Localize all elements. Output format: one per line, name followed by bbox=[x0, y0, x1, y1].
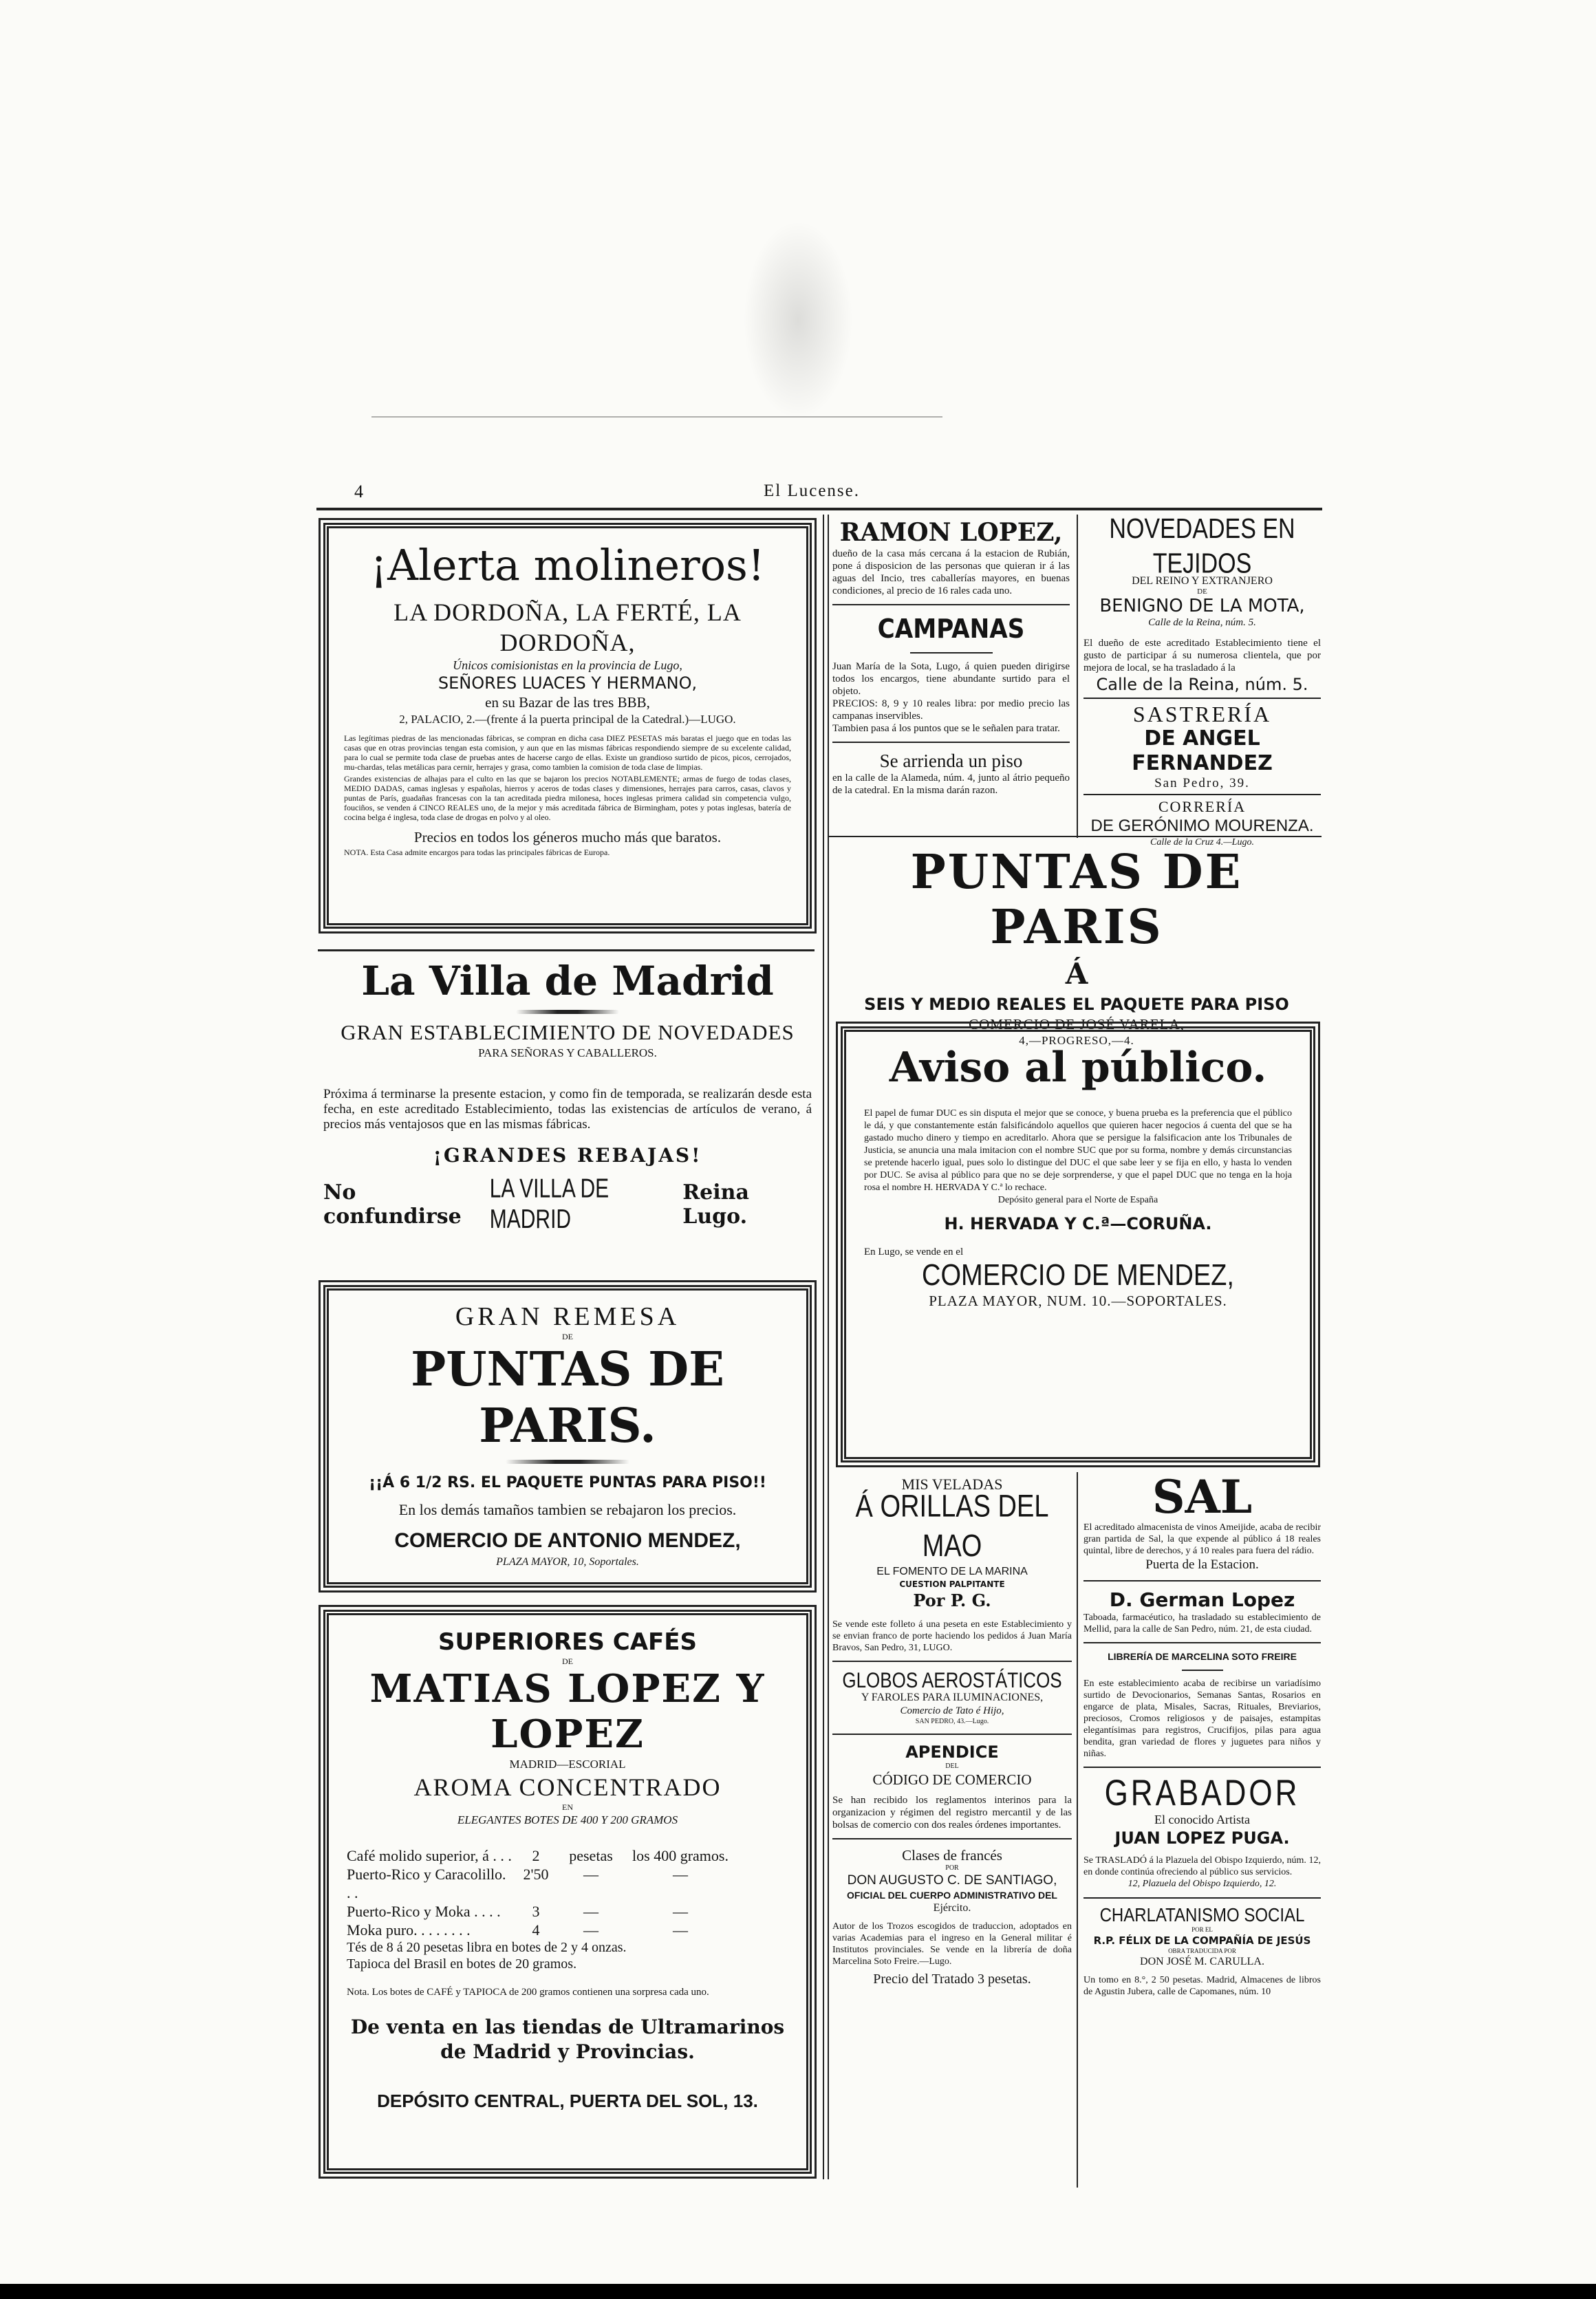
cafes-row-name: Café molido superior, á . . . bbox=[347, 1847, 512, 1864]
divider bbox=[1182, 1670, 1223, 1671]
remesa-title: PUNTAS DE PARIS. bbox=[411, 1342, 724, 1454]
charla-body: Un tomo en 8.°, 2 50 pesetas. Madrid, Almacenes de libros de Agustin Jubera, calle de Capomanes, núm. 10 bbox=[1083, 1975, 1321, 1997]
alerta-firm: SEÑORES LUACES Y HERMANO, bbox=[438, 673, 698, 693]
sal-addr: Puerta de la Estacion. bbox=[1145, 1557, 1259, 1572]
remesa-shop: COMERCIO DE ANTONIO MENDEZ, bbox=[394, 1529, 741, 1552]
piso-body: en la calle de la Alameda, núm. 4, junto al átrio pequeño de la catedral. En la misma darán razon. bbox=[832, 773, 1070, 796]
piso-title: Se arrienda un piso bbox=[879, 751, 1023, 771]
puntas-title: PUNTAS DE PARIS bbox=[910, 845, 1243, 955]
ad-superiores-cafes bbox=[323, 1610, 812, 2174]
column-divider-1 bbox=[823, 515, 824, 2179]
puntas-sub: SEIS Y MEDIO REALES EL PAQUETE PARA PISO bbox=[864, 995, 1289, 1014]
aviso-body: El papel de fumar DUC es sin disputa el mejor que se conoce, y buena prueba es la preferencia que el público le dá, y que constantemente están falsificándolo aquellos que quieren hacer negocios á cuenta del que se ha gastado mucho dinero y tiempo en acreditarlo. Ahora que se persigue la falsificacion ante los Tribunales de Justicia, se anuncia una mala imitacion con el nombre SUC que por su forma, nombre y demás circunstancias se pretende hacerlo igual, pues solo lo distingue del DUC el que sabe leer y se fija en ello, y hasta lo venden por DUC. Se avisa al público para que no se deje sorprenderse, y que el papel DUC que no tenga en la hoja rosa el nombre H. HERVADA Y C.ª lo rechace. bbox=[864, 1108, 1292, 1193]
divider bbox=[318, 949, 815, 951]
cafes-row-num: 2 bbox=[532, 1847, 540, 1864]
alerta-subtitle: Únicos comisionistas en la provincia de Lugo, bbox=[453, 658, 682, 672]
veladas-sub1: EL FOMENTO DE LA MARINA bbox=[876, 1566, 1028, 1577]
aviso-lugo: En Lugo, se vende en el bbox=[864, 1246, 964, 1258]
novedades-title: NOVEDADES EN TEJIDOS bbox=[1109, 513, 1295, 579]
globos-sub: Y FAROLES PARA ILUMINACIONES, bbox=[861, 1692, 1044, 1703]
aviso-firm: H. HERVADA Y C.ª—CORUÑA. bbox=[944, 1214, 1212, 1233]
cafes-row-num: 3 bbox=[532, 1903, 540, 1920]
cafes-botes: ELEGANTES BOTES DE 400 Y 200 GRAMOS bbox=[457, 1813, 678, 1826]
divider bbox=[832, 1838, 1072, 1839]
apendice-sub: CÓDIGO DE COMERCIO bbox=[872, 1771, 1032, 1788]
libreria-body: En este establecimiento acaba de recibirse un variadísimo surtido de Devocionarios, Semanas Santas, Rosarios en engarce de plata, Misales, Sacras, Rituales, Breviarios, preciosos, Cromos religiosos y de paisajes, estampitas elegantísimas para registros, Crucifijos, pilas para agua bendita, gran variedad de flores y juguetes para niños y niñas. bbox=[1083, 1679, 1321, 1759]
alerta-bazaar: en su Bazar de las tres BBB, bbox=[485, 694, 650, 711]
divider bbox=[829, 836, 1322, 837]
header-rule bbox=[316, 508, 1322, 510]
divider bbox=[1083, 1897, 1321, 1899]
cafes-row-name: Puerto-Rico y Moka . . . . bbox=[347, 1903, 501, 1920]
cafes-aroma: AROMA CONCENTRADO bbox=[413, 1773, 722, 1801]
campanas-precios: PRECIOS: 8, 9 y 10 reales libra: por medio precio las campanas inservibles. bbox=[832, 698, 1070, 722]
aviso-deposito: Depósito general para el Norte de España bbox=[998, 1195, 1158, 1205]
cafes-row-extra: — bbox=[673, 1866, 688, 1883]
ornament bbox=[506, 1460, 629, 1464]
alerta-body-1: Las legítimas piedras de las mencionadas fábricas, se compran en dicha casa DIEZ PESETAS más baratas el juego que en todas las casas que en otras provincias tengan esta comision, y aun que en las mismas fábricas respondiendo siempre de su excelente calidad, para lo cual se permite toda clase de pruebas antes de hacerse cargo de ellas. Existe un grandioso surtido de picos, picos, cerrojados, mu-chardas, telas metálicas para cernir, herrajes y grasa, como tambien la comision de toda clase de limpias. bbox=[344, 733, 791, 772]
cafes-tapioca: Tapioca del Brasil en botes de 20 gramos. bbox=[347, 1956, 577, 1972]
apendice-title: APENDICE bbox=[905, 1742, 999, 1762]
campanas-title: CAMPANAS bbox=[877, 614, 1025, 644]
remesa-top: GRAN REMESA bbox=[455, 1302, 680, 1331]
divider bbox=[1083, 698, 1321, 699]
clases-role2: Ejército. bbox=[933, 1902, 971, 1914]
correria-title: CORRERÍA bbox=[1158, 798, 1247, 815]
aviso-addr: PLAZA MAYOR, NUM. 10.—SOPORTALES. bbox=[929, 1293, 1227, 1309]
veladas-body: Se vende este folleto á una peseta en este Establecimiento y se envian franco de porte haciendo los pedidos á Juan María Bravos, San Pedro, 31, LUGO. bbox=[832, 1619, 1072, 1653]
cafes-title: SUPERIORES CAFÉS bbox=[438, 1628, 697, 1656]
german-body: Taboada, farmacéutico, ha trasladado su establecimiento de Mellid, para la calle de San Pedro, núm. 21, de esta ciudad. bbox=[1083, 1612, 1321, 1634]
remesa-address: PLAZA MAYOR, 10, Soportales. bbox=[496, 1556, 639, 1568]
cafes-de: DE bbox=[562, 1656, 573, 1666]
libreria-title: LIBRERÍA DE MARCELINA SOTO FREIRE bbox=[1108, 1651, 1297, 1662]
alerta-body-2: Grandes existencias de alhajas para el culto en las que se bajaron los precios NOTABLEMENTE; armas de fuego de todas clases, MEDIO DADAS, camas inglesas y españolas, hierros y aceros de todas clases y dimensiones, herrajes para carros, casas, clavos y puntas de París, guadañas francesas con la tan acreditada piedra milonesa, hoces inglesas primera calidad sin competencia vulgo, fouciños, se venden á CINCO REALES uno, de la mejor y más acreditada fábrica de Birmingham, potes y potas inglesas, batería de cocina belga é inglesa, toda clase de drogas en polvo y al oleo. bbox=[344, 774, 791, 822]
german-title: D. German Lopez bbox=[1109, 1588, 1295, 1611]
campanas-body: Juan María de la Sota, Lugo, á quien pueden dirigirse todos los encargos, tiene abundante surtido para el objeto. bbox=[832, 661, 1070, 697]
page-number: 4 bbox=[354, 482, 363, 501]
divider bbox=[1083, 794, 1321, 795]
apendice-del: DEL bbox=[945, 1762, 959, 1770]
cafes-row-name: Moka puro. . . . . . . . bbox=[347, 1921, 471, 1939]
ad-gran-remesa bbox=[323, 1285, 812, 1588]
villa-footer bbox=[323, 1174, 812, 1234]
remesa-price: ¡¡Á 6 1/2 RS. EL PAQUETE PUNTAS PARA PISO!! bbox=[369, 1474, 766, 1491]
cafes-tes: Tés de 8 á 20 pesetas libra en botes de 2 y 4 onzas. bbox=[347, 1940, 627, 1955]
villa-footer-b: LA VILLA DE MADRID bbox=[489, 1174, 610, 1234]
ad-puntas-de-paris bbox=[834, 845, 1319, 1047]
alerta-nota: NOTA. Esta Casa admite encargos para todas las principales fábricas de Europa. bbox=[344, 848, 610, 857]
cafes-price-row bbox=[347, 1865, 788, 1902]
remesa-de: DE bbox=[562, 1332, 573, 1341]
aviso-shop: COMERCIO DE MENDEZ, bbox=[922, 1258, 1234, 1293]
novedades-addr2: Calle de la Reina, núm. 5. bbox=[1096, 675, 1308, 694]
charla-author: R.P. FÉLIX DE LA COMPAÑÍA DE JESÚS bbox=[1093, 1934, 1311, 1947]
column-right-top bbox=[1083, 513, 1321, 848]
clases-por: POR bbox=[945, 1864, 959, 1872]
cafes-row-extra: — bbox=[673, 1921, 688, 1939]
villa-title: La Villa de Madrid bbox=[361, 958, 774, 1004]
ad-alerta-molineros bbox=[323, 523, 812, 929]
charla-trad: OBRA TRADUCIDA POR bbox=[1168, 1947, 1236, 1954]
cafes-row-extra: — bbox=[673, 1903, 688, 1920]
column-right-bottom bbox=[1083, 1472, 1321, 2181]
column-middle-top bbox=[832, 517, 1070, 834]
puntas-addr: 4,—PROGRESO,—4. bbox=[1019, 1034, 1134, 1047]
alerta-prices: Precios en todos los géneros mucho más que baratos. bbox=[413, 829, 722, 845]
cafes-venta: De venta en las tiendas de Ultramarinos de Madrid y Provincias. bbox=[350, 2016, 785, 2063]
ad-aviso-al-publico bbox=[841, 1026, 1315, 1462]
cafes-price-row bbox=[347, 1846, 788, 1865]
scan-smudge bbox=[743, 220, 853, 420]
charla-trans: DON JOSÉ M. CARULLA. bbox=[1140, 1956, 1264, 1967]
campanas-body2: Tambien pasa á los puntos que se le señalen para tratar. bbox=[832, 723, 1060, 734]
cafes-nota: Nota. Los botes de CAFÉ y TAPIOCA de 200 gramos contienen una sorpresa cada uno. bbox=[347, 1987, 709, 1998]
sastreria-addr: San Pedro, 39. bbox=[1154, 776, 1250, 790]
ornament bbox=[516, 1010, 619, 1014]
correria-addr: Calle de la Cruz 4.—Lugo. bbox=[1150, 837, 1254, 848]
globos-shop: Comercio de Tato é Hijo, bbox=[900, 1705, 1004, 1716]
villa-sub2: PARA SEÑORAS Y CABALLEROS. bbox=[478, 1046, 657, 1059]
divider bbox=[832, 1734, 1072, 1735]
column-divider-1b bbox=[828, 515, 829, 2179]
globos-title: GLOBOS AEROSTÁTICOS bbox=[842, 1667, 1062, 1692]
villa-footer-a: No confundirse bbox=[323, 1180, 462, 1229]
sal-title: SAL bbox=[1152, 1470, 1253, 1524]
veladas-top: MIS VELADAS bbox=[901, 1476, 1003, 1493]
sastreria-title: SASTRERÍA bbox=[1132, 702, 1272, 726]
cafes-deposito: DEPÓSITO CENTRAL, PUERTA DEL SOL, 13. bbox=[377, 2091, 758, 2111]
alerta-brand: LA DORDOÑA, LA FERTÉ, LA DORDOÑA, bbox=[393, 598, 742, 656]
sal-body: El acreditado almacenista de vinos Ameijide, acaba de recibir gran partida de Sal, la que expende al público á 18 reales quintal, libre de derechos, y á 10 reales para fuera del rádio. bbox=[1083, 1522, 1321, 1556]
ramon-title: RAMON LOPEZ, bbox=[839, 518, 1063, 547]
cafes-row-unit: pesetas bbox=[569, 1847, 613, 1864]
aviso-title: Aviso al público. bbox=[889, 1044, 1267, 1092]
alerta-address: 2, PALACIO, 2.—(frente á la puerta principal de la Catedral.)—LUGO. bbox=[399, 713, 736, 726]
villa-footer-c: Reina Lugo. bbox=[682, 1180, 749, 1229]
grabador-title: GRABADOR bbox=[1104, 1773, 1300, 1813]
cafes-row-unit: — bbox=[583, 1921, 598, 1939]
clases-price: Precio del Tratado 3 pesetas. bbox=[873, 1972, 1031, 1987]
grabador-body: Se TRASLADÓ á la Plazuela del Obispo Izquierdo, núm. 12, en donde continúa ofreciendo al público sus servicios. bbox=[1083, 1855, 1321, 1877]
divider bbox=[832, 604, 1070, 605]
clases-role: OFICIAL DEL CUERPO ADMINISTRATIVO DEL bbox=[847, 1890, 1057, 1901]
cafes-row-unit: — bbox=[583, 1903, 598, 1920]
divider bbox=[1083, 1642, 1321, 1643]
veladas-sub2: CUESTION PALPITANTE bbox=[899, 1579, 1005, 1589]
cafes-row-extra: los 400 gramos. bbox=[632, 1847, 729, 1864]
grabador-addr: 12, Plazuela del Obispo Izquierdo, 12. bbox=[1128, 1879, 1277, 1889]
clases-title: Clases de francés bbox=[902, 1847, 1002, 1864]
cafes-row-name: Puerto-Rico y Caracolillo. . . bbox=[347, 1866, 506, 1901]
cafes-brand: MATIAS LOPEZ Y LOPEZ bbox=[369, 1666, 766, 1757]
cafes-price-row bbox=[347, 1921, 788, 1939]
ramon-body: dueño de la casa más cercana á la estacion de Rubián, pone á disposicion de las personas que quieran ir á las aguas del Incio, tres caballerías mayores, en buenas condiciones, al precio de 16 rales cada uno. bbox=[832, 548, 1070, 596]
divider bbox=[910, 652, 993, 654]
apendice-body: Se han recibido los reglamentos interinos para la organizacion y régimen del registro mercantil y de las bolsas de comercio con dos reales órdenes importantes. bbox=[832, 1795, 1072, 1831]
cafes-price-row bbox=[347, 1902, 788, 1921]
grabador-name: JUAN LOPEZ PUGA. bbox=[1114, 1828, 1290, 1848]
novedades-de: DE bbox=[1197, 587, 1207, 596]
sastreria-name: DE ANGEL FERNANDEZ bbox=[1132, 726, 1273, 775]
clases-name: DON AUGUSTO C. DE SANTIAGO, bbox=[847, 1873, 1057, 1888]
paper-name: El Lucense. bbox=[763, 482, 860, 500]
cafes-city: MADRID—ESCORIAL bbox=[509, 1758, 626, 1771]
scan-line bbox=[371, 416, 942, 418]
column-divider-3 bbox=[1077, 1472, 1078, 2188]
charla-por: POR EL bbox=[1191, 1926, 1213, 1933]
villa-body: Próxima á terminarse la presente estacion, y como fin de temporada, se realizarán desde esta fecha, en este acreditado Establecimiento, todas las existencias de artículos de verano, á precios más ventajosos que en las mismas fábricas. bbox=[323, 1087, 812, 1132]
divider bbox=[832, 742, 1070, 743]
novedades-addr: Calle de la Reina, núm. 5. bbox=[1148, 617, 1256, 628]
correria-name: DE GERÓNIMO MOURENZA. bbox=[1090, 817, 1314, 835]
clases-body: Autor de los Trozos escogidos de traduccion, adoptados en varias Academias para el ingreso en la General militar é Institutos provinciales. Se vende en la librería de doña Marcelina Soto Freire.—Lugo. bbox=[832, 1921, 1072, 1967]
veladas-by: Por P. G. bbox=[913, 1590, 991, 1610]
remesa-body: En los demás tamaños tambien se rebajaron los precios. bbox=[398, 1501, 737, 1518]
divider bbox=[832, 1661, 1072, 1662]
novedades-sub: DEL REINO Y EXTRANJERO bbox=[1132, 575, 1273, 587]
cafes-en: EN bbox=[562, 1802, 573, 1812]
charla-title: CHARLATANISMO SOCIAL bbox=[1099, 1904, 1305, 1926]
grabador-sub: El conocido Artista bbox=[1154, 1813, 1250, 1826]
column-divider-2 bbox=[1077, 515, 1078, 838]
villa-sub1: GRAN ESTABLECIMIENTO DE NOVEDADES bbox=[341, 1020, 795, 1044]
novedades-body: El dueño de este acreditado Establecimiento tiene el gusto de participar á su numerosa clientela, que por mejora de local, se ha trasladado á la bbox=[1083, 638, 1321, 673]
villa-rebajas: ¡GRANDES REBAJAS! bbox=[433, 1144, 702, 1167]
ad-villa-de-madrid bbox=[323, 958, 812, 1260]
puntas-mid: Á bbox=[1065, 957, 1088, 991]
veladas-title: Á ORILLAS DEL MAO bbox=[855, 1489, 1049, 1564]
cafes-row-num: 2'50 bbox=[523, 1866, 549, 1883]
novedades-name: BENIGNO DE LA MOTA, bbox=[1099, 596, 1305, 616]
globos-addr: SAN PEDRO, 43.—Lugo. bbox=[915, 1718, 989, 1725]
column-middle-bottom bbox=[832, 1476, 1072, 2177]
cafes-row-num: 4 bbox=[532, 1921, 540, 1939]
alerta-title: ¡Alerta molineros! bbox=[370, 540, 765, 590]
divider bbox=[1083, 1767, 1321, 1768]
cafes-price-table bbox=[347, 1846, 788, 1939]
puntas-shop: COMERCIO DE JOSÉ VARELA, bbox=[969, 1016, 1185, 1033]
cafes-row-unit: — bbox=[583, 1866, 598, 1883]
divider bbox=[1083, 1580, 1321, 1582]
